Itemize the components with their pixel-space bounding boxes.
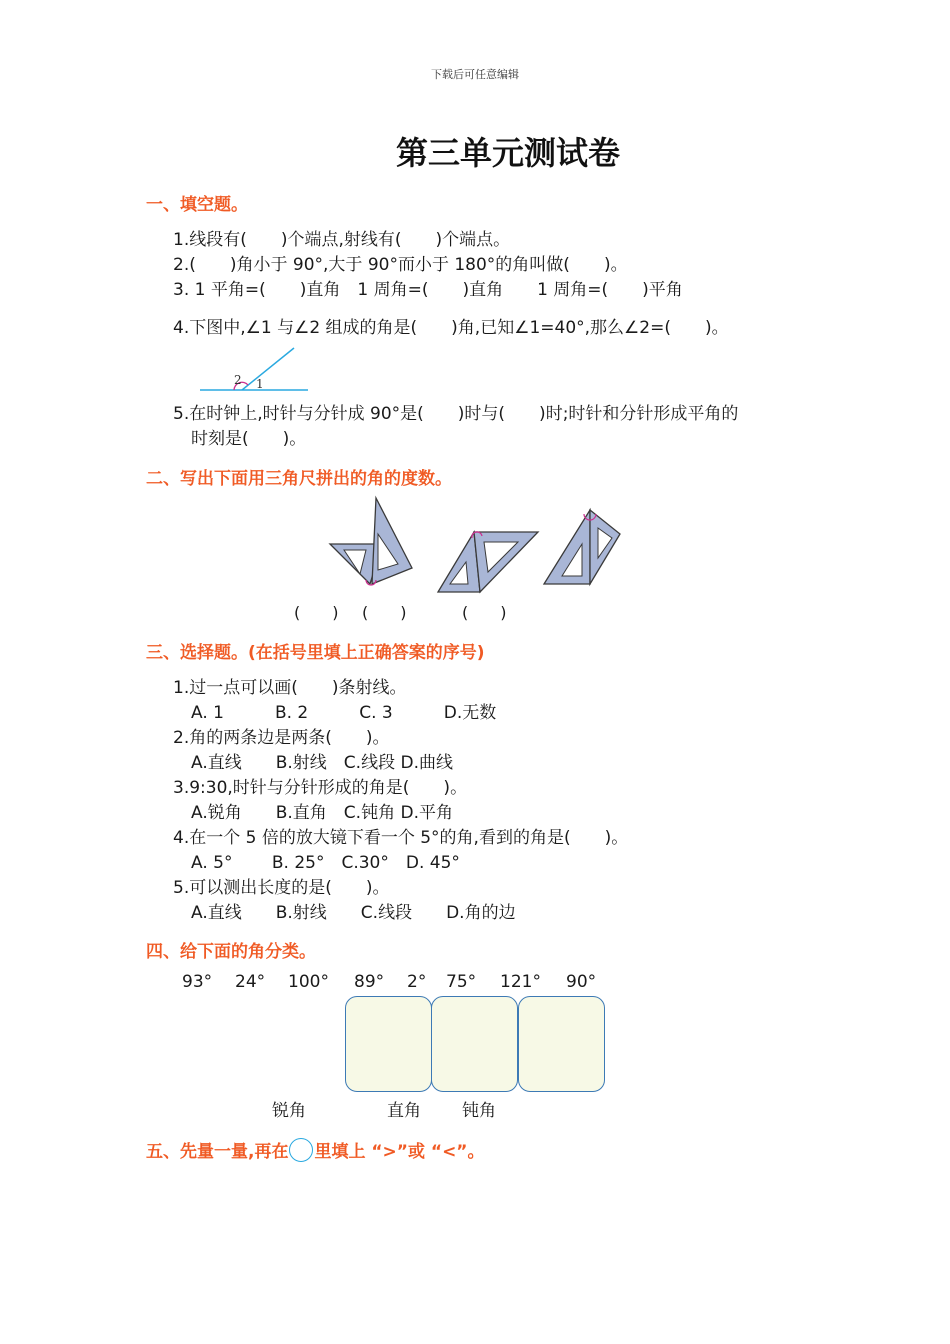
s1-q5: 5.在时钟上,时针与分针成 90°是( )时与( )时;时针和分针形成平角的 [173,404,739,424]
angle-value: 89° [354,972,385,992]
s1-q3: 3. 1 平角=( )直角 1 周角=( )直角 1 周角=( )平角 [173,280,683,300]
angle-value: 121° [500,972,541,992]
section3-heading: 三、选择题。(在括号里填上正确答案的序号) [146,643,485,663]
section5-heading [146,1137,485,1162]
category-label-acute: 锐角 [272,1101,306,1121]
angle-value: 75° [446,972,477,992]
category-box-right[interactable] [431,996,518,1092]
category-label-right: 直角 [387,1101,421,1121]
s3-q1-options: A. 1 B. 2 C. 3 D.无数 [191,703,497,723]
slanted-ray [242,348,294,390]
angle-figure [196,344,316,394]
category-label-obtuse: 钝角 [462,1101,496,1121]
category-box-obtuse[interactable] [518,996,605,1092]
s3-q3-options: A.锐角 B.直角 C.钝角 D.平角 [191,803,453,823]
triangle-figure-3 [544,510,620,584]
angle-value: 24° [235,972,266,992]
header-note: 下载后可任意编辑 [431,68,519,81]
s1-q5-cont: 时刻是( )。 [191,429,307,449]
s3-q5-options: A.直线 B.射线 C.线段 D.角的边 [191,903,516,923]
s3-q3: 3.9:30,时针与分针形成的角是( )。 [173,778,468,798]
answer-bracket-3[interactable]: ( ) [462,603,507,622]
s1-q1: 1.线段有( )个端点,射线有( )个端点。 [173,230,511,250]
triangle-figure-1 [330,498,412,585]
label-angle-1: 1 [256,377,264,391]
s3-q1: 1.过一点可以画( )条射线。 [173,678,407,698]
s3-q5: 5.可以测出长度的是( )。 [173,878,390,898]
answer-bracket-2[interactable]: ( ) [362,603,407,622]
s1-q4: 4.下图中,∠1 与∠2 组成的角是( )角,已知∠1=40°,那么∠2=( )。 [173,318,729,338]
label-angle-2: 2 [234,373,242,387]
s3-q2-options: A.直线 B.射线 C.线段 D.曲线 [191,753,453,773]
s3-q4: 4.在一个 5 倍的放大镜下看一个 5°的角,看到的角是( )。 [173,828,629,848]
answer-bracket-1[interactable]: ( ) [294,603,339,622]
s1-q2: 2.( )角小于 90°,大于 90°而小于 180°的角叫做( )。 [173,255,628,275]
section1-heading: 一、填空题。 [146,195,248,215]
s3-q2: 2.角的两条边是两条( )。 [173,728,390,748]
section5-heading-start: 五、先量一量,再在 [146,1142,289,1162]
triangle-figure-2 [438,532,538,592]
section5-heading-end: 里填上 “>”或 “<”。 [314,1142,485,1162]
section4-heading: 四、给下面的角分类。 [146,942,316,962]
angle-value: 93° [182,972,213,992]
circle-icon [289,1138,313,1162]
angle-value: 2° [407,972,427,992]
section2-heading: 二、写出下面用三角尺拼出的角的度数。 [146,469,452,489]
angle-value: 100° [288,972,329,992]
angle-value: 90° [566,972,597,992]
page-title: 第三单元测试卷 [395,134,620,172]
category-box-acute[interactable] [345,996,432,1092]
triangle-figures [326,494,626,594]
s3-q4-options: A. 5° B. 25° C.30° D. 45° [191,853,460,873]
